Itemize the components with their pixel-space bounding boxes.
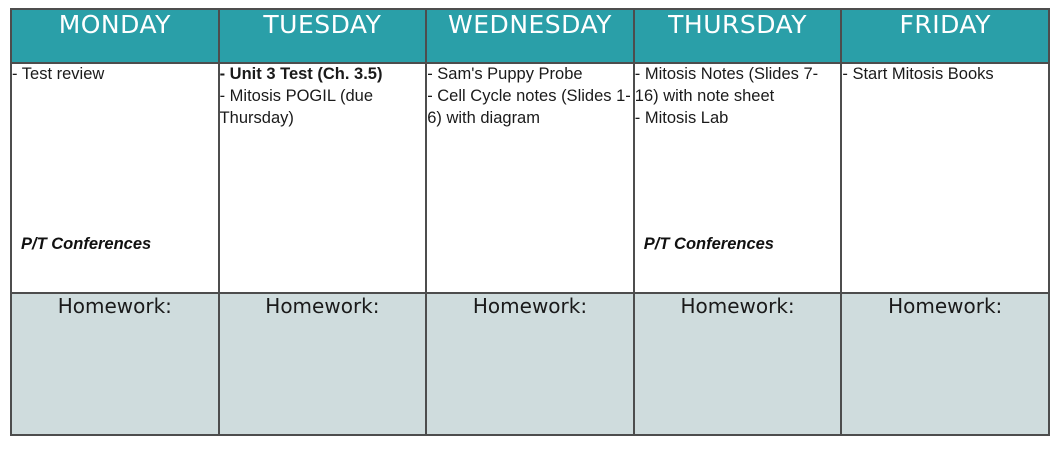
day-header-friday: FRIDAY (841, 9, 1049, 63)
notes-cell-thursday[interactable] (634, 63, 842, 293)
note-line: - Mitosis POGIL (due Thursday) (219, 86, 374, 127)
homework-label: Homework: (57, 294, 172, 318)
homework-cell-tuesday[interactable] (219, 293, 427, 435)
homework-label: Homework: (888, 294, 1003, 318)
day-header-monday: MONDAY (11, 9, 219, 63)
notes-list-monday (12, 64, 218, 86)
note-line: - Start Mitosis Books (842, 65, 994, 83)
homework-label: Homework: (680, 294, 795, 318)
conference-note-monday: P/T Conferences (21, 235, 152, 253)
planner-homework-row (11, 293, 1049, 435)
note-line: - Mitosis Notes (Slides 7-16) with note sheet (634, 65, 819, 105)
planner-notes-row (11, 63, 1049, 293)
note-line: - Sam's Puppy Probe (427, 65, 583, 83)
homework-label: Homework: (472, 294, 588, 318)
note-line: - Unit 3 Test (Ch. 3.5) (219, 65, 383, 83)
notes-cell-friday[interactable] (841, 63, 1049, 293)
weekly-planner-table (10, 8, 1050, 436)
notes-cell-tuesday[interactable] (219, 63, 427, 293)
notes-cell-monday[interactable] (11, 63, 219, 293)
notes-list-tuesday (220, 64, 426, 130)
homework-cell-monday[interactable] (11, 293, 219, 435)
notes-list-thursday (635, 64, 841, 130)
day-header-wednesday: WEDNESDAY (426, 9, 634, 63)
notes-list-friday (842, 64, 1048, 86)
homework-cell-friday[interactable] (841, 293, 1049, 435)
homework-cell-thursday[interactable] (634, 293, 842, 435)
note-line: - Cell Cycle notes (Slides 1-6) with diagram (427, 86, 631, 127)
planner-header-row (11, 9, 1049, 63)
conference-note-thursday: P/T Conferences (643, 235, 774, 253)
note-line: - Mitosis Lab (634, 108, 729, 127)
day-header-thursday: THURSDAY (634, 9, 842, 63)
homework-label: Homework: (265, 294, 380, 318)
homework-cell-wednesday[interactable] (426, 293, 634, 435)
notes-list-wednesday (427, 64, 633, 130)
notes-cell-wednesday[interactable] (426, 63, 634, 293)
day-header-tuesday: TUESDAY (219, 9, 427, 63)
note-line: - Test review (12, 65, 105, 83)
